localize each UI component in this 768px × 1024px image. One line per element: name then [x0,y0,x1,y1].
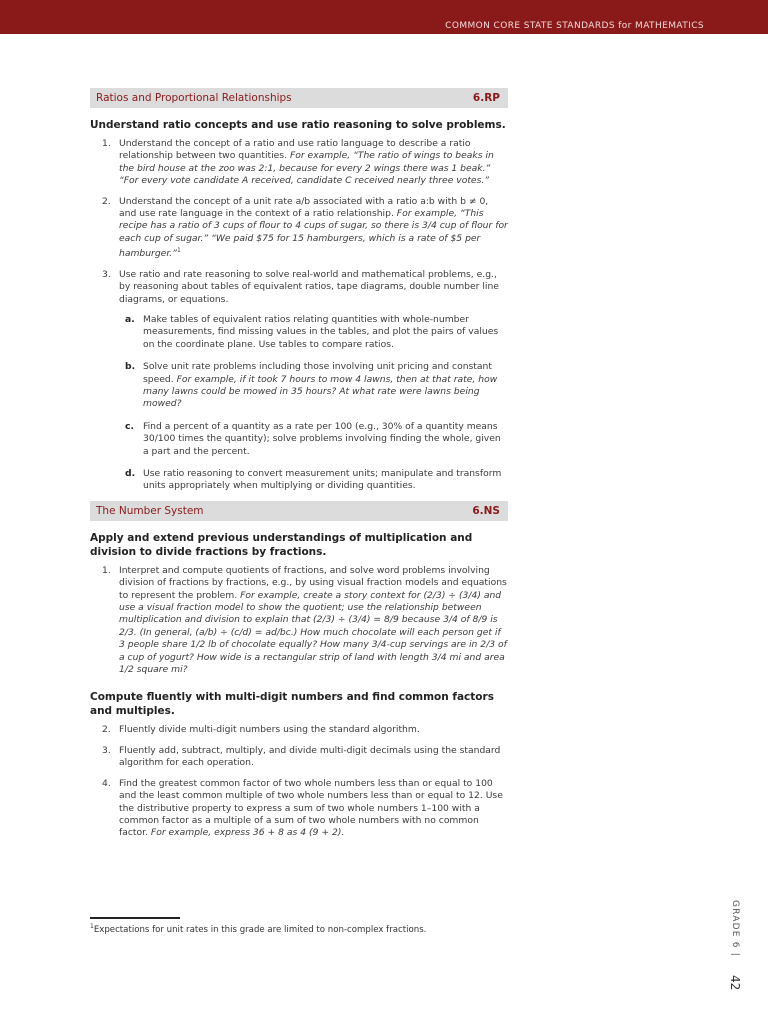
section-header-ratios [90,88,508,108]
substandard-letter: a. [125,313,135,325]
substandard-text: Make tables of equivalent ratios relating quantities with whole-number measurements, find missing values in the tables, and plot the pairs of values on the coordinate plane. Use tables to compare ratios. [143,313,499,350]
standard-number: 1. [102,564,111,576]
standard-item [90,138,508,188]
grade-separator: | [730,952,740,957]
section-code: 6.NS [472,504,500,517]
substandards-list [119,314,508,493]
substandard-text: Use ratio reasoning to convert measurement units; manipulate and transform units appropriately when multiplying or dividing quantities. [143,468,502,492]
standard-text: Understand the concept of a ratio and use ratio language to describe a ratio relationship between two quantities. [119,138,471,162]
cluster-heading: Compute fluently with multi-digit numbers and find common factors and multiples. [90,691,494,718]
standard-number: 3. [102,268,111,280]
header-bar [0,0,768,34]
standard-example: For example, express 36 + 8 as 4 (9 + 2). [150,827,345,839]
standard-text: Fluently divide multi-digit numbers using the standard algorithm. [119,724,420,736]
standard-number: 2. [102,724,111,736]
substandard-example: For example, if it took 7 hours to mow 4 lawns, then at that rate, how many lawns could be mowed in 35 hours? At what rate were lawns being mowed? [143,373,498,410]
substandard-item [119,421,508,458]
standard-example: For example, “This recipe has a ratio of 3 cups of flour to 4 cups of sugar, so there is 3/4 cup of flour for each cup of sugar.” “We paid $75 for 15 hamburgers, which is a rate of $5 per hamburger.” [119,208,508,260]
standard-item [90,778,508,840]
substandard-letter: c. [125,420,134,432]
standard-text: Find the greatest common factor of two whole numbers less than or equal to 100 and the least common multiple of two whole numbers less than or equal to 12. Use the distributive property to express a sum of two whole numbers 1–100 with a common factor as a multiple of a sum of two whole numbers with no common factor. [119,777,503,839]
standard-number: 3. [102,744,111,756]
section-title: The Number System [96,504,204,517]
footnote-text: Expectations for unit rates in this grade are limited to non-complex fractions. [93,924,427,935]
substandard-item [119,468,508,493]
standards-list [90,565,508,677]
standard-item [90,745,508,770]
section-code: 6.RP [472,92,500,104]
standard-item [90,196,508,261]
substandard-text: Solve unit rate problems including those involving unit pricing and constant speed. [143,361,492,385]
standard-text: Fluently add, subtract, multiply, and divide multi-digit decimals using the standard algorithm for each operation. [119,744,501,769]
footnote [90,923,426,935]
standard-text: Understand the concept of a unit rate a/b associated with a ratio a:b with b ≠ 0, and use rate language in the context of a ratio relationship. [119,195,489,220]
grade-label [730,900,740,957]
standard-number: 1. [102,138,111,149]
standard-example: For example, create a story context for (2/3) ÷ (3/4) and use a visual fraction model to show the quotient; use the relationship between multiplication and division to explain that (2/3) ÷ (3/4) = 8/9 because 3/4 of 8/9 is 2/3. (In general, (a/b) ÷ (c/d) = ad/bc.) How much chocolate will each person get if 3 people share 1/2 lb of chocolate equally? How many 3/4-cup servings are in 2/3 of a cup of yogurt? How wide is a rectangular strip of land with length 3/4 mi and area 1/2 square mi? [119,589,507,676]
header-title: COMMON CORE STATE STANDARDS for MATHEMATICS [445,21,704,31]
substandard-letter: b. [125,361,136,373]
standards-list [90,138,508,493]
standard-number: 4. [102,777,111,789]
standard-number: 2. [102,195,111,207]
substandard-text: Find a percent of a quantity as a rate per 100 (e.g., 30% of a quantity means 30/100 times the quantity); solve problems involving finding the whole, given a part and the percent. [143,420,501,457]
cluster-heading: Understand ratio concepts and use ratio reasoning to solve problems. [90,119,506,131]
standards-list [90,724,508,839]
document-body [90,88,508,848]
page-number: 42 [728,975,742,991]
section-title: Ratios and Proportional Relationships [96,92,292,104]
footnote-ref: 1 [176,247,181,255]
section-header-number-system [90,501,508,521]
grade-text: GRADE 6 [730,900,740,949]
standard-item [90,724,508,736]
standard-item [90,565,508,677]
standard-text: Use ratio and rate reasoning to solve real-world and mathematical problems, e.g., by reasoning about tables of equivalent ratios, tape diagrams, double number line diagrams, or equations. [119,268,499,305]
cluster-heading: Apply and extend previous understandings of multiplication and division to divide fractions by fractions. [90,531,473,558]
substandard-item [119,314,508,351]
footnote-divider [90,917,180,919]
standard-item [90,269,508,493]
footnote-mark: 1 [90,923,94,930]
substandard-item [119,361,508,411]
standard-example: For example, “The ratio of wings to beaks in the bird house at the zoo was 2:1, because for every 2 wings there was 1 beak.” “For every vote candidate A received, candidate C received nearly three votes.” [119,150,494,187]
substandard-letter: d. [125,468,136,479]
standard-text: Interpret and compute quotients of fractions, and solve word problems involving division of fractions by fractions, e.g., by using visual fraction models and equations to represent the problem. [119,564,507,601]
